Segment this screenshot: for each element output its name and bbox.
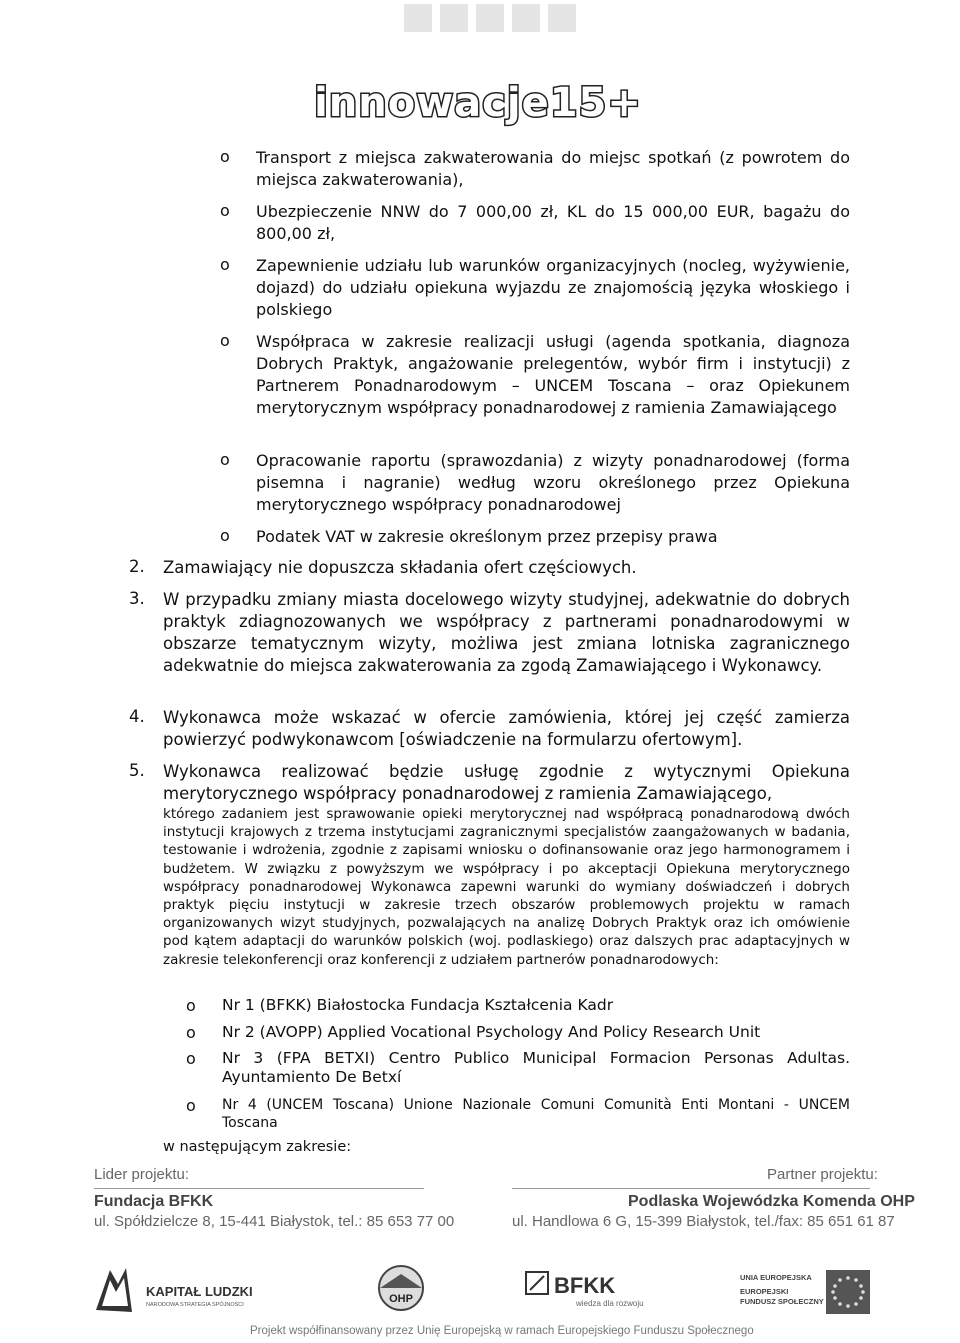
list-bullet: o (220, 331, 230, 350)
list-bullet: o (220, 255, 230, 274)
kl-sub: NARODOWA STRATEGIA SPÓJNOŚCI (146, 1302, 244, 1308)
eu-line1: UNIA EUROPEJSKA (740, 1273, 812, 1282)
sub-item: Podatek VAT w zakresie określonym przez przepisy prawa (256, 527, 718, 546)
top-band-block (512, 4, 540, 32)
top-band-block (548, 4, 576, 32)
top-band-block (476, 4, 504, 32)
closing-text: w następującym zakresie: (163, 1139, 352, 1155)
top-band-block (404, 4, 432, 32)
bfkk-sub: wiedza dla rozwoju (576, 1299, 644, 1308)
point-number: 5. (129, 761, 145, 780)
kapital-ludzki-logo (88, 1262, 258, 1322)
kl-title: KAPITAŁ LUDZKI (146, 1284, 253, 1299)
list-bullet: o (220, 147, 230, 166)
point-detail-text: którego zadaniem jest sprawowanie opieki merytorycznej nad współpracą ponadnarodową dwóch instytucji krajowych z trzema instytucjami zagranicznymi specjalistów zaangażowanych w badania, testowanie i wdrożenia, zgodnie z zapisami wniosku o dofinansowanie oraz jego harmonogramem i budżetem. W związku z powyższym we współpracy i po akceptacji Opiekuna merytorycznego współpracy ponadnarodowej Wykonawca zapewni warunki do wymiany doświadczeń i dobrych praktyk pięciu instytucji w zakresie trzech obszarów problemowych projektu w ramach organizowanych wizyt studyjnych, pozwalających na analizę Dobrych Praktyk oraz ich omówienie pod kątem adaptacji do warunków polskich (woj. podlaskiego) oraz dalszych prac adaptacyjnych w zakresie telekonferencji oraz konferencji z udziałem partnerów ponadnarodowych: (163, 806, 850, 968)
partner-label: Partner projektu: (767, 1166, 878, 1183)
leader-address: ul. Spółdzielcze 8, 15-441 Białystok, tel.: 85 653 77 00 (94, 1213, 455, 1230)
ohp-title: OHP (389, 1293, 413, 1305)
point-number: 3. (129, 589, 145, 608)
partner-item: Nr 1 (BFKK) Białostocka Fundacja Kształcenia Kadr (222, 996, 614, 1014)
partner-item: Nr 2 (AVOPP) Applied Vocational Psychology And Policy Research Unit (222, 1023, 761, 1041)
list-bullet: o (186, 1049, 196, 1068)
leader-name: Fundacja BFKK (94, 1193, 214, 1210)
list-bullet: o (186, 996, 196, 1015)
top-band (0, 0, 960, 40)
list-bullet: o (220, 450, 230, 469)
eu-logo (736, 1266, 876, 1320)
top-band-block (440, 4, 468, 32)
footer-divider (512, 1188, 870, 1189)
eu-line3: FUNDUSZ SPOŁECZNY (740, 1297, 824, 1306)
list-bullet: o (220, 201, 230, 220)
point-text: Zamawiający nie dopuszcza składania ofert częściowych. (163, 558, 637, 577)
list-bullet: o (186, 1023, 196, 1042)
point-number: 4. (129, 707, 145, 726)
partner-item: Nr 3 (FPA BETXI) Centro Publico Municipal Formacion Personas Adultas. Ayuntamiento De Betxí (222, 1049, 850, 1086)
bfkk-title: BFKK (554, 1273, 616, 1298)
bfkk-slash (530, 1276, 544, 1290)
sub-item: Transport z miejsca zakwaterowania do miejsc spotkań (z powrotem do miejsca zakwaterowania), (256, 148, 850, 189)
point-text: W przypadku zmiany miasta docelowego wizyty studyjnej, adekwatnie do dobrych praktyk zdiagnozowanych we współpracy z partnerami ponadnarodowymi w obszarze tematycznym wizyty, możliwa jest zmiana lotniska zagranicznego adekwatnie do miejsca zakwaterowania za zgodą Zamawiającego i Wykonawcy. (163, 590, 850, 675)
point-text: Wykonawca może wskazać w ofercie zamówienia, której jej część zamierza powierzyć podwykonawcom [oświadczenie na formularzu ofertowym]. (163, 708, 850, 749)
list-bullet: o (220, 526, 230, 545)
partner-item: Nr 4 (UNCEM Toscana) Unione Nazionale Comuni Comunità Enti Montani - UNCEM Toscana (222, 1097, 850, 1131)
leader-label: Lider projektu: (94, 1166, 190, 1183)
innowacje-logo (298, 74, 658, 132)
partner-name: Podlaska Wojewódzka Komenda OHP (628, 1193, 915, 1210)
list-bullet: o (186, 1096, 196, 1115)
sub-item: Opracowanie raportu (sprawozdania) z wizyty ponadnarodowej (forma pisemna i nagranie) według wzoru określonego przez Opiekuna merytorycznego współpracy ponadnarodowej (256, 451, 850, 514)
point-text: Wykonawca realizować będzie usługę zgodnie z wytycznymi Opiekuna merytorycznego współpracy ponadnarodowej z ramienia Zamawiającego, (163, 762, 850, 803)
point-number: 2. (129, 557, 145, 576)
funding-note: Projekt współfinansowany przez Unię Europejską w ramach Europejskiego Funduszu Społecznego (250, 1325, 754, 1337)
partner-address: ul. Handlowa 6 G, 15-399 Białystok, tel./fax: 85 651 61 87 (512, 1213, 895, 1230)
ohp-logo (366, 1262, 436, 1322)
sub-item: Współpraca w zakresie realizacji usługi (agenda spotkania, diagnoza Dobrych Praktyk, angażowanie prelegentów, wybór firm i instytucji) z Partnerem Ponadnarodowym – UNCEM Toscana – oraz Opiekunem merytorycznym współpracy ponadnarodowej z ramienia Zamawiającego (256, 332, 850, 417)
sub-item: Ubezpieczenie NNW do 7 000,00 zł, KL do 15 000,00 EUR, bagażu do 800,00 zł, (256, 202, 850, 243)
footer-divider (94, 1188, 424, 1189)
bfkk-logo (524, 1266, 654, 1316)
sub-item: Zapewnienie udziału lub warunków organizacyjnych (nocleg, wyżywienie, dojazd) do udziału opiekuna wyjazdu ze znajomością języka włoskiego i polskiego (256, 256, 850, 319)
logo-text: innowacje15+ (314, 80, 642, 126)
eu-line2: EUROPEJSKI (740, 1287, 789, 1296)
